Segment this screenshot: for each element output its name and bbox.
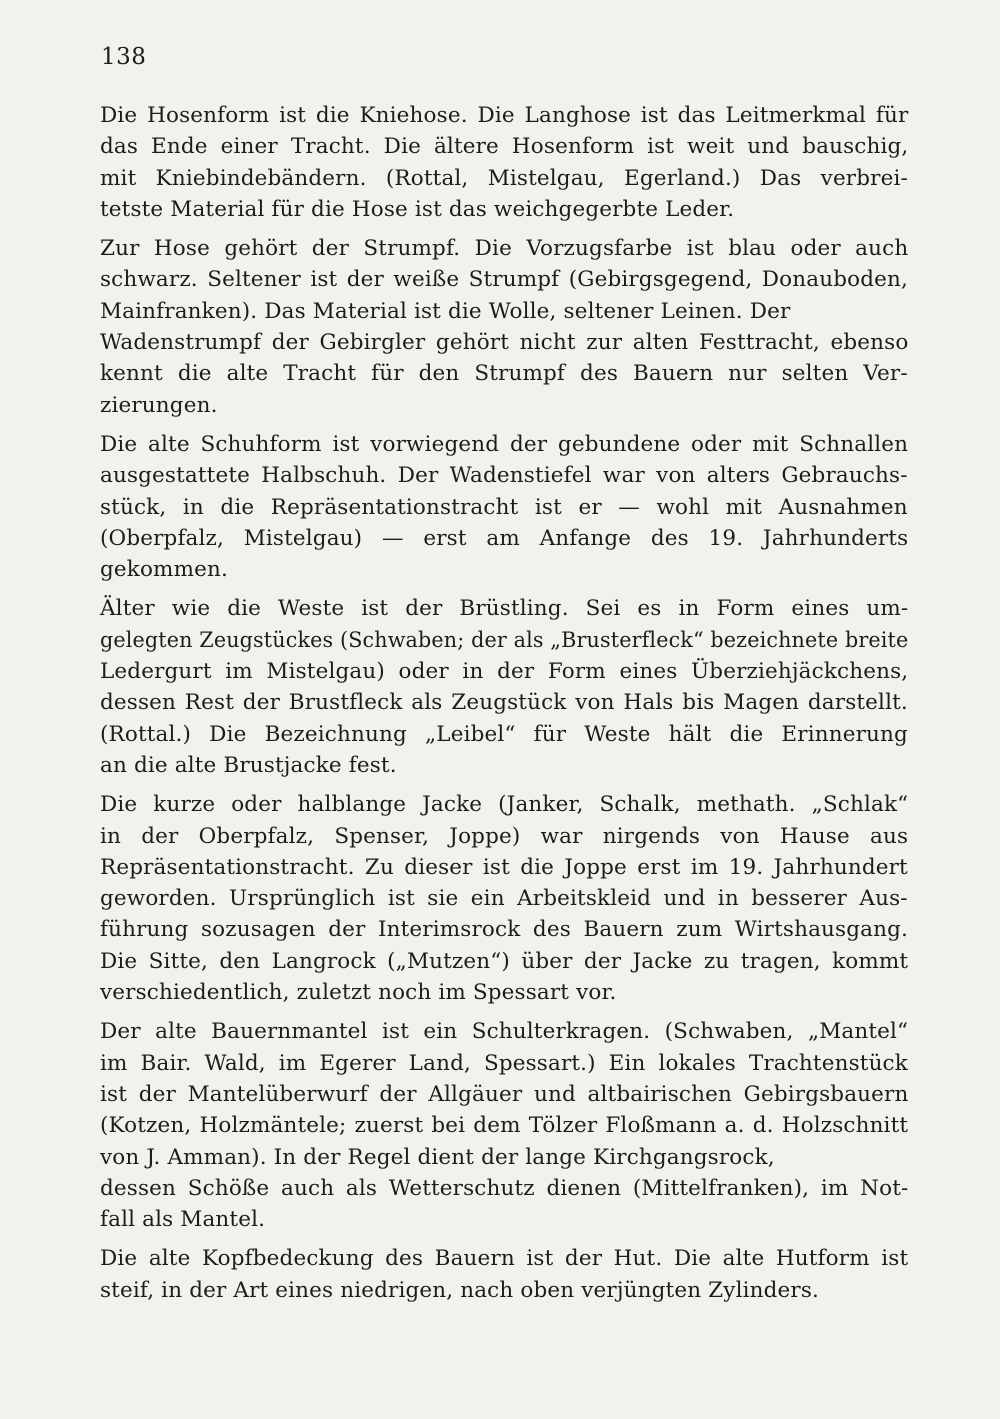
text-line: Die kurze oder halblange Jacke (Janker, Schalk, methath. „Schlak“ xyxy=(100,792,909,818)
text-line: Die alte Kopfbedeckung des Bauern ist der Hut. Die alte Hutform ist xyxy=(100,1246,909,1272)
paragraph xyxy=(100,233,908,421)
text-line: Zur Hose gehört der Strumpf. Die Vorzugsfarbe ist blau oder auch xyxy=(100,236,909,262)
text-line: Älter wie die Weste ist der Brüstling. Sei es in Form eines um- xyxy=(100,596,909,622)
text-line: stück, in die Repräsentationstracht ist er — wohl mit Ausnahmen xyxy=(100,494,908,520)
text-line: gekommen. xyxy=(100,557,228,583)
body-text xyxy=(100,100,908,1306)
paragraph xyxy=(100,1243,908,1306)
text-line: verschiedentlich, zuletzt noch im Spessart vor. xyxy=(100,980,617,1006)
text-line: gelegten Zeugstückes (Schwaben; der als „Brusterfleck“ bezeichnete breite xyxy=(100,627,909,653)
text-line: führung sozusagen der Interimsrock des Bauern zum Wirtshausgang. xyxy=(100,917,909,943)
text-line: ist der Mantelüberwurf der Allgäuer und altbairischen Gebirgsbauern xyxy=(100,1081,909,1107)
text-line: mit Kniebindebändern. (Rottal, Mistelgau, Egerland.) Das verbrei- xyxy=(100,165,908,191)
paragraph xyxy=(100,100,908,225)
paragraph xyxy=(100,789,908,1008)
text-line: kennt die alte Tracht für den Strumpf des Bauern nur selten Ver- xyxy=(100,361,908,387)
text-line: Die Sitte, den Langrock („Mutzen“) über der Jacke zu tragen, kommt xyxy=(100,948,909,974)
text-line: Mainfranken). Das Material ist die Wolle, seltener Leinen. Der xyxy=(100,298,791,324)
paragraph xyxy=(100,593,908,781)
text-line: von J. Amman). In der Regel dient der lange Kirchgangsrock, xyxy=(100,1144,775,1170)
text-line: geworden. Ursprünglich ist sie ein Arbeitskleid und in besserer Aus- xyxy=(100,886,908,912)
text-line: Ledergurt im Mistelgau) oder in der Form eines Überziehjäckchens, xyxy=(100,659,909,685)
paragraph-gap xyxy=(100,585,908,593)
page-number: 138 xyxy=(101,44,147,70)
paragraph-gap xyxy=(100,1235,908,1243)
text-line: an die alte Brustjacke fest. xyxy=(100,752,397,778)
text-line: zierungen. xyxy=(100,392,218,418)
paragraph xyxy=(100,429,908,585)
text-line: schwarz. Seltener ist der weiße Strumpf (Gebirgsgegend, Donauboden, xyxy=(100,267,908,293)
text-line: dessen Schöße auch als Wetterschutz dienen (Mittelfranken), im Not- xyxy=(100,1175,909,1201)
text-line: ausgestattete Halbschuh. Der Wadenstiefel war von alters Gebrauchs- xyxy=(100,463,908,489)
text-line: fall als Mantel. xyxy=(100,1207,266,1233)
text-line: tetste Material für die Hose ist das weichgegerbte Leder. xyxy=(100,196,735,222)
text-line: (Oberpfalz, Mistelgau) — erst am Anfange des 19. Jahrhunderts xyxy=(100,525,909,551)
text-line: (Rottal.) Die Bezeichnung „Leibel“ für Weste hält die Erinnerung xyxy=(100,721,908,747)
text-line: im Bair. Wald, im Egerer Land, Spessart.) Ein lokales Trachtenstück xyxy=(100,1050,908,1076)
text-line: das Ende einer Tracht. Die ältere Hosenform ist weit und bauschig, xyxy=(100,134,909,160)
text-line: Der alte Bauernmantel ist ein Schulterkragen. (Schwaben, „Mantel“ xyxy=(100,1019,909,1045)
paragraph xyxy=(100,1016,908,1235)
text-line: dessen Rest der Brustfleck als Zeugstück von Hals bis Magen darstellt. xyxy=(100,690,908,716)
text-line: Die alte Schuhform ist vorwiegend der gebundene oder mit Schnallen xyxy=(100,431,909,457)
text-line: steif, in der Art eines niedrigen, nach oben verjüngten Zylinders. xyxy=(100,1277,820,1303)
paragraph-gap xyxy=(100,1008,908,1016)
paragraph-gap xyxy=(100,781,908,789)
text-line: (Kotzen, Holzmäntele; zuerst bei dem Tölzer Floßmann a. d. Holzschnitt xyxy=(100,1113,909,1139)
paragraph-gap xyxy=(100,225,908,233)
text-line: Repräsentationstracht. Zu dieser ist die Joppe erst im 19. Jahrhundert xyxy=(100,854,908,880)
text-line: in der Oberpfalz, Spenser, Joppe) war nirgends von Hause aus xyxy=(100,823,909,849)
text-line: Wadenstrumpf der Gebirgler gehört nicht zur alten Festtracht, ebenso xyxy=(100,330,909,356)
paragraph-gap xyxy=(100,421,908,429)
text-line: Die Hosenform ist die Kniehose. Die Langhose ist das Leitmerkmal für xyxy=(100,103,909,128)
